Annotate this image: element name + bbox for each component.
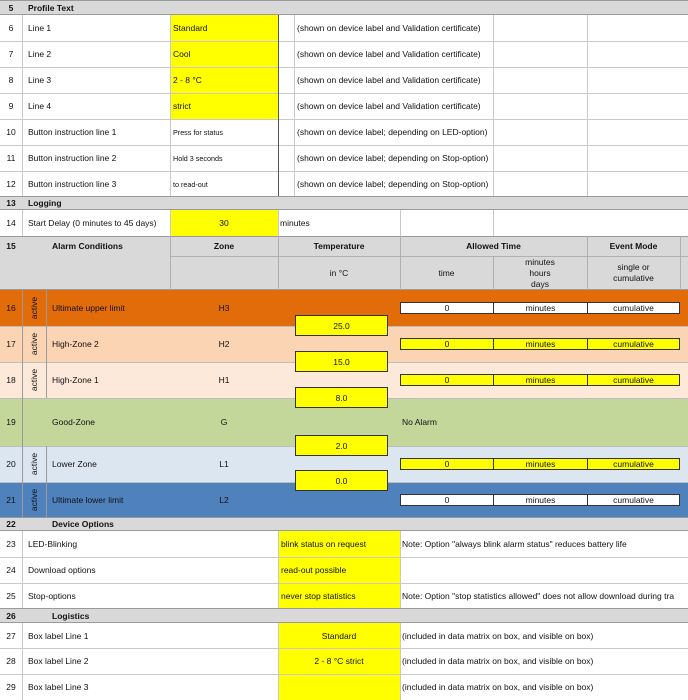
active-flag: active	[29, 368, 39, 392]
time-unit-select[interactable]: minutes	[493, 458, 588, 470]
temperature-header: Temperature	[313, 241, 365, 251]
temperature-unit: in °C	[329, 268, 349, 278]
label-button-line-3: Button instruction line 3	[28, 179, 117, 189]
zone-code: H3	[218, 303, 230, 313]
row-number: 20	[6, 459, 16, 469]
row-number: 5	[8, 2, 14, 13]
box-label-line-3-note: (included in data matrix on box, and visible on box)	[402, 682, 594, 692]
section-title: Profile Text	[28, 2, 74, 13]
box-label-line-2-label: Box label Line 2	[28, 656, 89, 666]
zone-name: High-Zone 1	[52, 375, 99, 385]
led-blinking-label: LED-Blinking	[28, 539, 78, 549]
row-number: 10	[6, 127, 16, 137]
zone-name: Lower Zone	[52, 459, 97, 469]
led-blinking-select[interactable]: blink status on request	[281, 539, 367, 549]
threshold-input[interactable]: 15.0	[295, 351, 388, 372]
zone-name: Good-Zone	[52, 417, 95, 427]
row-number: 18	[6, 375, 16, 385]
active-flag: active	[29, 332, 39, 356]
start-delay-input[interactable]: 30	[219, 218, 229, 228]
start-delay-label: Start Delay (0 minutes to 45 days)	[28, 218, 157, 228]
note-line-3: (shown on device label and Validation certificate)	[297, 75, 481, 85]
label-line-3: Line 3	[28, 75, 52, 85]
zone-header: Zone	[213, 241, 235, 251]
mode-option: cumulative	[613, 273, 654, 283]
threshold-input[interactable]: 8.0	[295, 387, 388, 408]
label-button-line-2: Button instruction line 2	[28, 153, 117, 163]
zone-code: H1	[218, 375, 230, 385]
event-mode-select[interactable]: cumulative	[587, 494, 680, 506]
time-input[interactable]: 0	[400, 374, 494, 386]
threshold-input[interactable]: 2.0	[295, 435, 388, 456]
row-number: 21	[6, 495, 16, 505]
input-button-line-1[interactable]: Press for status	[173, 127, 223, 137]
note-line-2: (shown on device label and Validation certificate)	[297, 49, 481, 59]
time-subheader: time	[438, 268, 455, 278]
zone-code: L2	[219, 495, 229, 505]
time-unit-select[interactable]: minutes	[493, 338, 588, 350]
unit-option: minutes	[525, 256, 555, 267]
input-line-3[interactable]: 2 - 8 °C	[173, 75, 202, 85]
time-unit-select[interactable]: minutes	[493, 374, 588, 386]
row-number: 7	[8, 49, 14, 59]
stop-options-select[interactable]: never stop statistics	[281, 591, 356, 601]
threshold-input[interactable]: 0.0	[295, 470, 388, 491]
time-input[interactable]: 0	[400, 338, 494, 350]
start-delay-unit: minutes	[280, 218, 310, 228]
row-number: 12	[6, 179, 16, 189]
box-label-line-2-input[interactable]: 2 - 8 °C strict	[314, 656, 364, 666]
box-label-line-1-label: Box label Line 1	[28, 630, 89, 641]
label-line-2: Line 2	[28, 49, 52, 59]
row-number: 28	[6, 656, 16, 666]
mode-options	[587, 256, 680, 290]
zone-name: Ultimate upper limit	[52, 303, 125, 313]
alarm-conditions-header: Alarm Conditions	[52, 241, 123, 251]
event-mode-header: Event Mode	[609, 241, 658, 251]
led-blinking-note: Note: Option "always blink alarm status" reduces battery life	[402, 539, 627, 549]
note-line-4: (shown on device label and Validation certificate)	[297, 101, 481, 111]
active-flag: active	[29, 296, 39, 320]
box-label-line-1-note: (included in data matrix on box, and visible on box)	[402, 630, 594, 641]
event-mode-select[interactable]: cumulative	[587, 302, 680, 314]
box-label-line-3-label: Box label Line 3	[28, 682, 89, 692]
stop-options-note: Note: Option "stop statistics allowed" does not allow download during tra	[402, 591, 675, 601]
row-number: 16	[6, 303, 16, 313]
row-number: 27	[6, 630, 16, 641]
mode-option: single or	[617, 262, 650, 272]
note-button-line-2: (shown on device label; depending on Stop-option)	[297, 153, 489, 163]
input-button-line-3[interactable]: to read-out	[173, 179, 208, 189]
row-number: 11	[6, 153, 16, 163]
download-options-label: Download options	[28, 565, 96, 575]
box-label-line-1-input[interactable]: Standard	[321, 630, 357, 641]
threshold-input[interactable]: 25.0	[295, 315, 388, 336]
event-mode-select[interactable]: cumulative	[587, 458, 680, 470]
no-alarm-note: No Alarm	[402, 417, 437, 427]
zone-code: H2	[218, 339, 230, 349]
box-label-line-2-note: (included in data matrix on box, and visible on box)	[402, 656, 594, 666]
time-unit-select[interactable]: minutes	[493, 302, 588, 314]
row-number: 17	[6, 339, 16, 349]
box-label-line-3-input[interactable]	[278, 674, 400, 700]
label-line-4: Line 4	[28, 101, 52, 111]
event-mode-select[interactable]: cumulative	[587, 338, 680, 350]
row-number: 26	[6, 610, 16, 621]
label-button-line-1: Button instruction line 1	[28, 127, 117, 137]
label-line-1: Line 1	[28, 23, 52, 33]
zone-code: G	[220, 417, 228, 427]
section-title: Logging	[28, 198, 62, 208]
input-line-4[interactable]: strict	[173, 101, 191, 111]
zone-name: Ultimate lower limit	[52, 495, 124, 505]
stop-options-label: Stop-options	[28, 591, 76, 601]
active-flag: active	[29, 488, 39, 512]
download-options-select[interactable]: read-out possible	[281, 565, 347, 575]
allowed-time-header: Allowed Time	[466, 241, 521, 251]
row-number: 22	[6, 519, 16, 529]
row-number: 25	[6, 591, 16, 601]
input-button-line-2[interactable]: Hold 3 seconds	[173, 153, 223, 163]
row-number: 9	[8, 101, 14, 111]
section-title: Logistics	[52, 610, 90, 621]
note-button-line-3: (shown on device label; depending on Stop-option)	[297, 179, 489, 189]
event-mode-select[interactable]: cumulative	[587, 374, 680, 386]
row-number: 8	[8, 75, 14, 85]
zone-name: High-Zone 2	[52, 339, 99, 349]
time-input[interactable]: 0	[400, 494, 494, 506]
note-button-line-1: (shown on device label; depending on LED-option)	[297, 127, 488, 137]
time-input[interactable]: 0	[400, 302, 494, 314]
unit-options	[493, 256, 587, 290]
active-flag: active	[29, 452, 39, 476]
row-number: 15	[6, 241, 16, 251]
section-title: Device Options	[52, 519, 114, 529]
time-unit-select[interactable]: minutes	[493, 494, 588, 506]
unit-option: days	[531, 278, 549, 289]
time-input[interactable]: 0	[400, 458, 494, 470]
row-number: 14	[6, 218, 16, 228]
zone-code: L1	[219, 459, 229, 469]
row-number: 24	[6, 565, 16, 575]
row-number: 23	[6, 539, 16, 549]
unit-option: hours	[529, 267, 551, 278]
input-line-1[interactable]: Standard	[173, 23, 208, 33]
row-number: 6	[8, 23, 14, 33]
note-line-1: (shown on device label and Validation certificate)	[297, 23, 481, 33]
input-line-2[interactable]: Cool	[173, 49, 191, 59]
row-number: 19	[6, 417, 16, 427]
row-number: 29	[6, 682, 16, 692]
row-number: 13	[6, 198, 16, 208]
